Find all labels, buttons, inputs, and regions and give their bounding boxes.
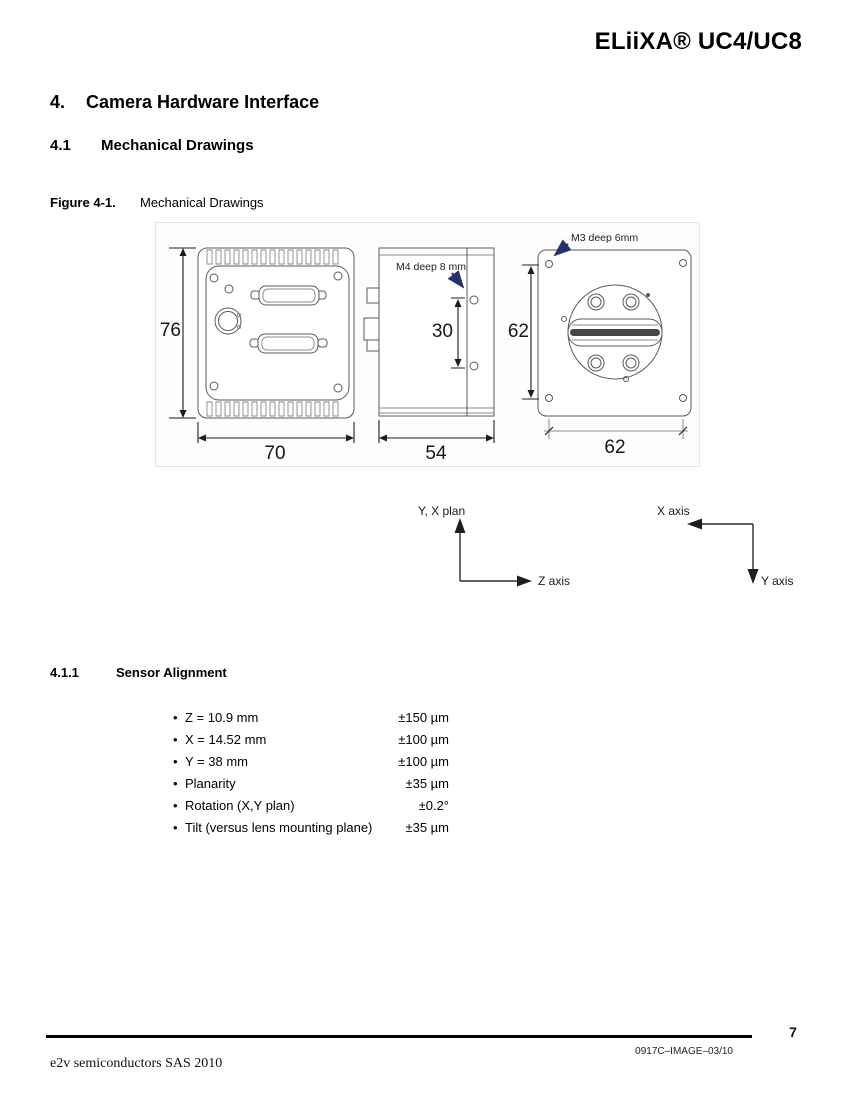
axis-orientation-diagram — [400, 497, 800, 597]
alignment-label: Z = 10.9 mm — [185, 709, 259, 725]
sensor-alignment-list — [173, 706, 449, 838]
svg-text:54: 54 — [425, 443, 447, 464]
page-title: ELiiXA® UC4/UC8 — [594, 28, 802, 55]
alignment-item — [173, 816, 449, 838]
page-number: 7 — [789, 1024, 797, 1040]
plan-axis-label: Y, X plan — [418, 504, 466, 518]
alignment-item — [173, 728, 449, 750]
section-heading-4-1-1 — [50, 665, 227, 680]
side-tab — [367, 340, 379, 351]
camera-front-view — [508, 232, 691, 458]
bullet-icon — [173, 754, 185, 769]
footer-rule — [46, 1035, 752, 1038]
document-reference: 0917C–IMAGE–03/10 — [635, 1046, 733, 1057]
section-heading-4 — [50, 92, 319, 113]
alignment-tolerance: ±100 µm — [398, 753, 449, 769]
plan-axes — [418, 504, 570, 588]
bullet-icon — [173, 710, 185, 725]
dimension-front-width — [544, 419, 688, 458]
x-axis-label: X axis — [657, 504, 690, 518]
svg-text:76: 76 — [159, 320, 181, 341]
alignment-label: Rotation (X,Y plan) — [185, 797, 295, 813]
camera-side-view — [364, 248, 494, 464]
alignment-label: Planarity — [185, 775, 236, 791]
image-axes — [657, 504, 793, 588]
dimension-back-height — [160, 248, 196, 418]
figure-label: Figure 4-1. — [50, 195, 116, 210]
camera-back-view — [160, 248, 354, 464]
m4-annotation: M4 deep 8 mm — [396, 261, 467, 273]
axes-svg — [400, 497, 800, 597]
section-title: Mechanical Drawings — [101, 137, 254, 154]
svg-text:30: 30 — [431, 321, 453, 342]
y-axis-label: Y axis — [761, 574, 794, 588]
figure-title: Mechanical Drawings — [140, 195, 264, 210]
bullet-icon — [173, 798, 185, 813]
figure-caption — [50, 195, 264, 210]
section-number: 4.1.1 — [50, 665, 79, 680]
dsub-connector-top — [251, 286, 326, 305]
bullet-icon — [173, 732, 185, 747]
section-title: Camera Hardware Interface — [86, 92, 320, 112]
svg-text:62: 62 — [507, 321, 529, 342]
side-tab — [367, 288, 379, 303]
dsub-connector-bottom — [250, 334, 327, 353]
copyright-notice: e2v semiconductors SAS 2010 — [50, 1056, 223, 1071]
svg-text:70: 70 — [264, 443, 286, 464]
alignment-tolerance: ±35 µm — [405, 775, 449, 791]
alignment-tolerance: ±100 µm — [398, 731, 449, 747]
alignment-label: Y = 38 mm — [185, 753, 248, 769]
bullet-icon — [173, 820, 185, 835]
alignment-tolerance: ±35 µm — [405, 819, 449, 835]
alignment-pin-hole — [646, 293, 650, 297]
section-title: Sensor Alignment — [116, 665, 227, 680]
alignment-item — [173, 794, 449, 816]
section-number: 4. — [50, 92, 66, 112]
alignment-item — [173, 750, 449, 772]
alignment-tolerance: ±150 µm — [398, 709, 449, 725]
m3-annotation: M3 deep 6mm — [571, 232, 639, 244]
alignment-label: X = 14.52 mm — [185, 731, 267, 747]
mechanical-drawing-svg — [156, 223, 699, 466]
bullet-icon — [173, 776, 185, 791]
z-axis-label: Z axis — [538, 574, 571, 588]
dimension-front-height — [508, 265, 539, 399]
section-number: 4.1 — [50, 137, 71, 154]
mechanical-drawing-figure — [155, 222, 700, 467]
alignment-item — [173, 772, 449, 794]
alignment-item — [173, 706, 449, 728]
dimension-side-depth — [379, 420, 494, 464]
section-heading-4-1 — [50, 137, 254, 154]
svg-text:62: 62 — [604, 437, 626, 458]
side-tab — [364, 318, 379, 340]
alignment-tolerance: ±0.2° — [418, 797, 449, 813]
dimension-back-width — [198, 422, 354, 464]
sensor-slot — [568, 319, 662, 346]
alignment-label: Tilt (versus lens mounting plane) — [185, 819, 373, 835]
